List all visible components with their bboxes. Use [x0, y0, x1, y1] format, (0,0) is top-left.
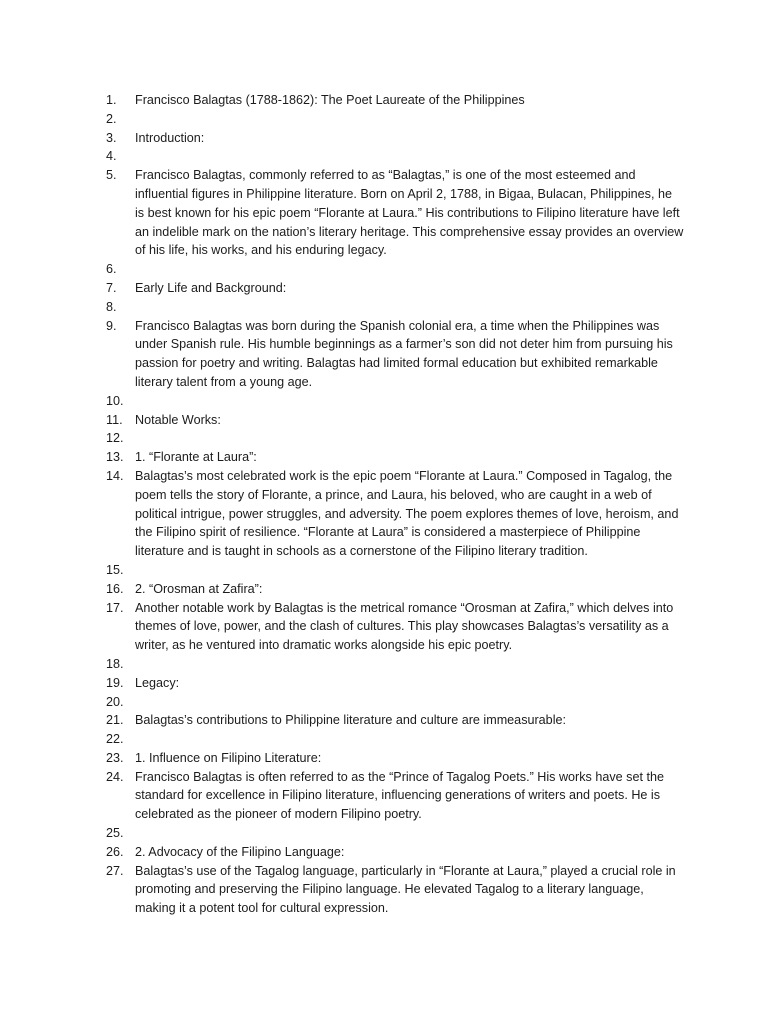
line-number: 10.	[106, 393, 124, 408]
line-number: 26.	[106, 844, 124, 859]
line-number: 19.	[106, 675, 124, 690]
line-number: 13.	[106, 450, 124, 465]
line-text: Legacy:	[135, 675, 180, 690]
line-11	[106, 411, 684, 430]
line-number: 6.	[106, 262, 117, 277]
line-text: Early Life and Background:	[135, 280, 287, 295]
line-18	[106, 655, 684, 674]
line-number: 25.	[106, 826, 124, 841]
line-text: 2. Advocacy of the Filipino Language:	[135, 844, 345, 859]
line-number: 11.	[106, 412, 123, 427]
line-text: Francisco Balagtas, commonly referred to as “Balagtas,” is one of the most esteemed and influential figures in Philippine literature. Born on April 2, 1788, in Bigaa, Bulacan, Philippines, he is best known for his epic poem “Florante at Laura.” His contributions to Filipino literature have left an indelible mark on the nation’s literary heritage. This comprehensive essay provides an overview of his life, his works, and his enduring legacy.	[135, 168, 684, 258]
line-text: Francisco Balagtas (1788-1862): The Poet Laureate of the Philippines	[135, 93, 525, 107]
line-16	[106, 580, 684, 599]
line-text: Balagtas’s contributions to Philippine literature and culture are immeasurable:	[135, 713, 566, 728]
line-number: 12.	[106, 431, 124, 446]
line-8	[106, 298, 684, 317]
line-text: 1. “Florante at Laura”:	[135, 450, 257, 465]
line-10	[106, 392, 684, 411]
line-text: Introduction:	[135, 130, 205, 145]
line-text: Notable Works:	[135, 412, 221, 427]
line-3	[106, 129, 684, 148]
line-26	[106, 843, 684, 862]
line-number: 14.	[106, 468, 124, 483]
line-text: 1. Influence on Filipino Literature:	[135, 750, 322, 765]
line-number: 15.	[106, 562, 124, 577]
line-17	[106, 599, 684, 655]
line-1	[106, 91, 684, 110]
line-25	[106, 824, 684, 843]
line-27	[106, 862, 684, 918]
line-number: 17.	[106, 600, 124, 615]
line-22	[106, 730, 684, 749]
line-text: Balagtas’s use of the Tagalog language, particularly in “Florante at Laura,” played a crucial role in promoting and preserving the Filipino language. He elevated Tagalog to a literary language, making it a potent tool for cultural expression.	[135, 863, 676, 916]
line-21	[106, 711, 684, 730]
line-5	[106, 166, 684, 260]
line-20	[106, 693, 684, 712]
line-number: 18.	[106, 656, 124, 671]
line-23	[106, 749, 684, 768]
line-number: 4.	[106, 149, 117, 164]
line-2	[106, 110, 684, 129]
line-text: Balagtas’s most celebrated work is the epic poem “Florante at Laura.” Composed in Tagalog, the poem tells the story of Florante, a prince, and Laura, his beloved, who are caught in a web of political intrigue, power struggles, and adversity. The poem explores themes of love, heroism, and the Filipino spirit of resilience. “Florante at Laura” is considered a masterpiece of Philippine literature and is taught in schools as a cornerstone of the Filipino literary tradition.	[135, 468, 679, 559]
line-number: 24.	[106, 769, 124, 784]
line-number: 3.	[106, 130, 117, 145]
line-6	[106, 260, 684, 279]
line-number: 8.	[106, 299, 117, 314]
line-number: 21.	[106, 713, 124, 728]
line-number: 5.	[106, 168, 117, 183]
line-text: Francisco Balagtas is often referred to as the “Prince of Tagalog Poets.” His works have set the standard for excellence in Filipino literature, influencing generations of writers and poets. He is celebrated as the pioneer of modern Filipino poetry.	[135, 769, 664, 822]
line-13	[106, 448, 684, 467]
line-number: 1.	[106, 93, 117, 107]
line-12	[106, 429, 684, 448]
line-number: 20.	[106, 694, 124, 709]
numbered-line-list	[106, 91, 684, 918]
line-number: 22.	[106, 732, 124, 747]
line-4	[106, 147, 684, 166]
line-number: 27.	[106, 863, 124, 878]
line-24	[106, 768, 684, 824]
line-number: 9.	[106, 318, 117, 333]
line-14	[106, 467, 684, 561]
line-number: 2.	[106, 111, 117, 126]
line-7	[106, 279, 684, 298]
line-9	[106, 317, 684, 392]
line-15	[106, 561, 684, 580]
line-text: 2. “Orosman at Zafira”:	[135, 581, 263, 596]
line-number: 7.	[106, 280, 117, 295]
line-19	[106, 674, 684, 693]
line-number: 16.	[106, 581, 124, 596]
line-text: Another notable work by Balagtas is the metrical romance “Orosman at Zafira,” which delves into themes of love, power, and the clash of cultures. This play showcases Balagtas’s versatility as a writer, as he ventured into dramatic works alongside his epic poetry.	[135, 600, 674, 653]
line-number: 23.	[106, 750, 124, 765]
line-text: Francisco Balagtas was born during the Spanish colonial era, a time when the Philippines was under Spanish rule. His humble beginnings as a farmer’s son did not deter him from pursuing his passion for poetry and writing. Balagtas had limited formal education but exhibited remarkable literary talent from a young age.	[135, 318, 673, 389]
